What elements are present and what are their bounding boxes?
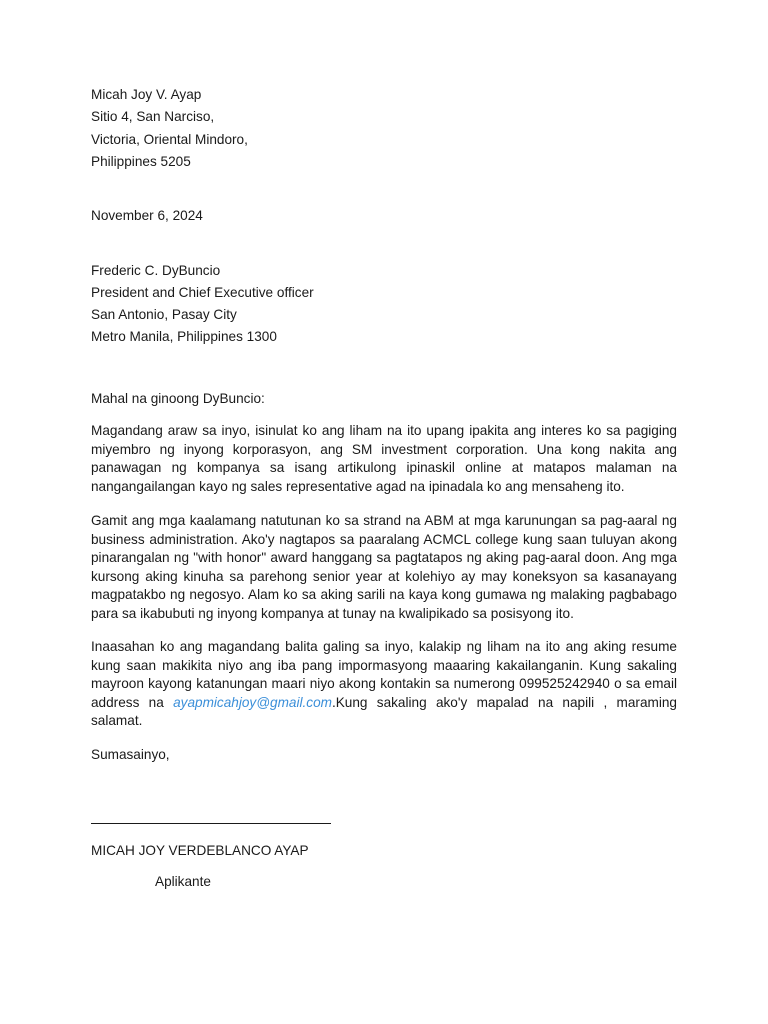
body-paragraph-1: Magandang araw sa inyo, isinulat ko ang liham na ito upang ipakita ang interes ko sa pagiging miyembro ng inyong korporasyon, ang SM investment corporation. Una kong nakita ang panawagan ng kompanya sa isang artikulong ipinaskil online at matapos malaman na nangangailangan kayo ng sales representative agad na ipinadala ko ang mensaheng ito. [91, 423, 677, 494]
recipient-title: President and Chief Executive officer [91, 285, 314, 300]
sender-address-line1: Sitio 4, San Narciso, [91, 109, 215, 124]
recipient-address-line1: San Antonio, Pasay City [91, 307, 237, 322]
salutation: Mahal na ginoong DyBuncio: [91, 391, 265, 406]
sender-name: Micah Joy V. Ayap [91, 87, 202, 102]
body-paragraph-3 [91, 638, 677, 731]
signature-role: Aplikante [155, 874, 211, 889]
body-paragraph-2: Gamit ang mga kaalamang natutunan ko sa strand na ABM at mga karunungan sa pag-aaral ng business administration. Ako'y nagtapos sa paaralang ACMCL college kung saan tuluyan akong pinarangalan ng "with honor" award hanggang sa pagtatapos ng aking pag-aaral doon. Ang mga kursong aking kinuha sa parehong senior year at kolehiyo ay may koneksyon sa kasanayang magpatakbo ng negosyo. Alam ko sa aking sarili na kaya kong gumawa ng malaking pagbabago para sa ikabubuti ng inyong kompanya at tunay na kwalipikado sa posisyong ito. [91, 513, 677, 621]
closing: Sumasainyo, [91, 747, 170, 762]
signature-line [91, 823, 331, 824]
sender-address-line2: Victoria, Oriental Mindoro, [91, 132, 248, 147]
paragraph-3-text-start: Inaasahan ko ang magandang balita galing sa inyo, kalakip ng liham na ito ang aking resume kung saan makikita niyo ang iba pang impormasyong maaaring kakailanganin. Kung sakaling mayroon kayong katanungan maari niyo akong kontakin sa numerong 099525242940 o sa email address na [91, 639, 677, 710]
sender-address-line3: Philippines 5205 [91, 154, 191, 169]
letter-date: November 6, 2024 [91, 208, 203, 223]
recipient-name: Frederic C. DyBuncio [91, 263, 221, 278]
email-link[interactable]: ayapmicahjoy@gmail.com [173, 694, 332, 710]
recipient-address-line2: Metro Manila, Philippines 1300 [91, 329, 277, 344]
paragraph-3-text-end: .Kung sakaling ako'y mapalad na napili , maraming salamat. [91, 694, 677, 729]
signature-full-name: MICAH JOY VERDEBLANCO AYAP [91, 843, 309, 858]
